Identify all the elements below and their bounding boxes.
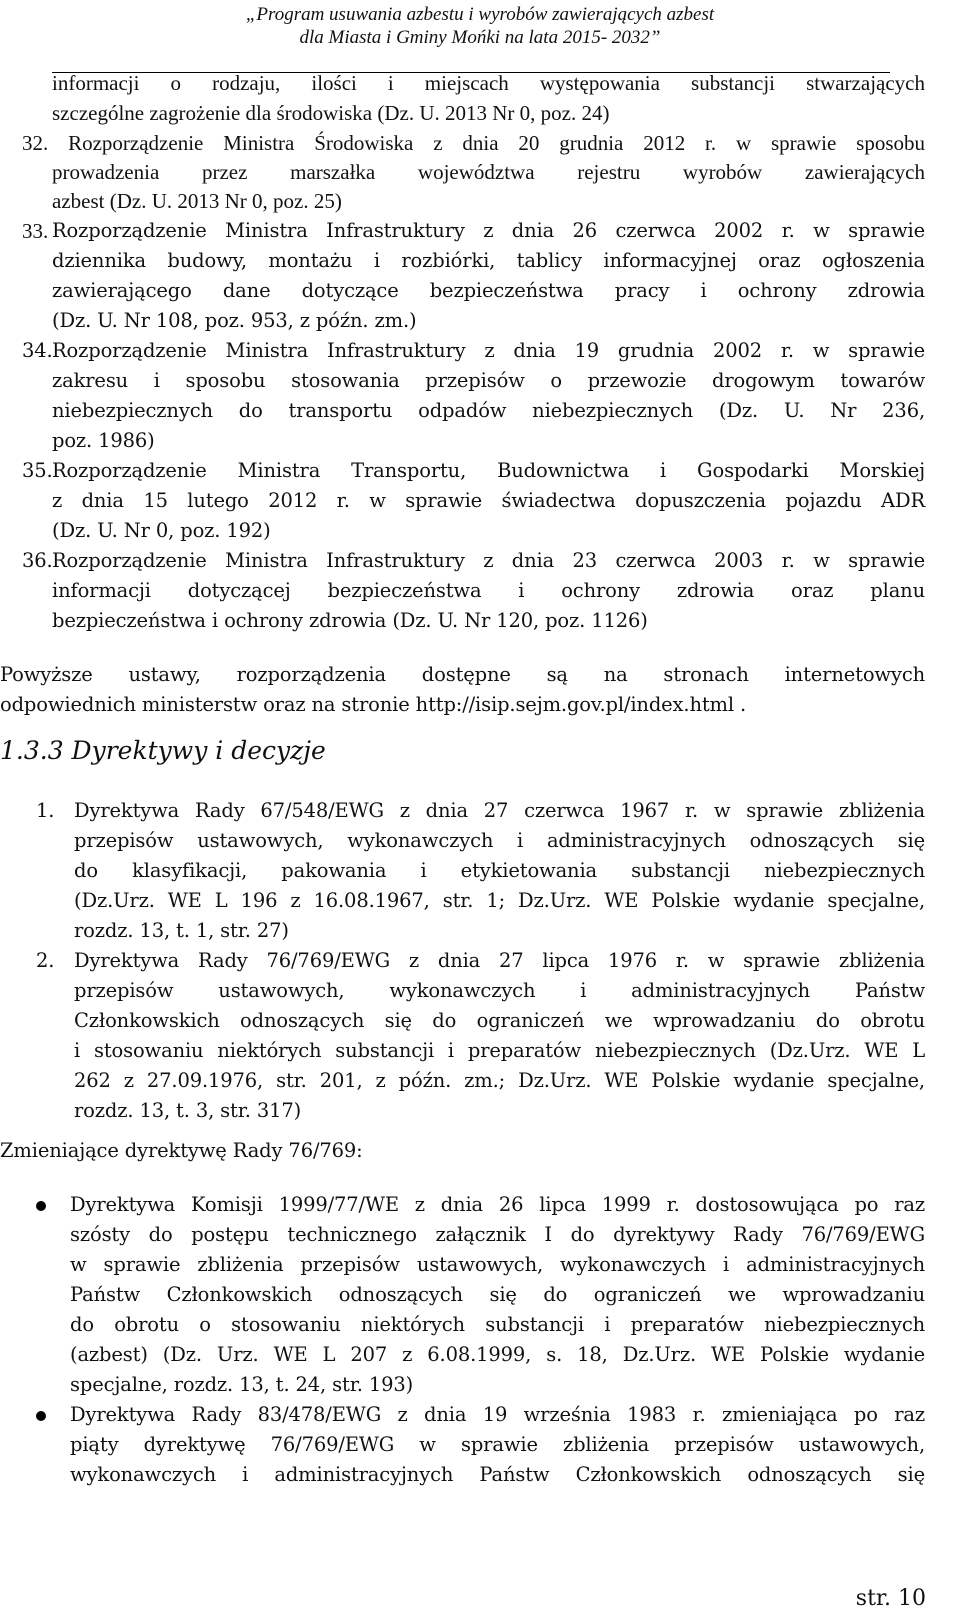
directive-item-2-line: przepisów ustawowych, wykonawczych i administracyjnych Państw bbox=[74, 979, 925, 1002]
directive-item-1: Dyrektywa Rady 67/548/EWG z dnia 27 czerwca 1967 r. w sprawie zbliżenia bbox=[74, 799, 925, 822]
amending-item-1-line: specjalne, rozdz. 13, t. 24, str. 193) bbox=[70, 1373, 414, 1396]
paragraph-line: odpowiednich ministerstw oraz na stronie http://isip.sejm.gov.pl/index.html . bbox=[0, 693, 747, 716]
amending-item-2-line: piąty dyrektywę 76/769/EWG w sprawie zbliżenia przepisów ustawowych, bbox=[70, 1433, 925, 1456]
amending-item-2-line: wykonawczych i administracyjnych Państw Członkowskich odnoszących się bbox=[70, 1463, 925, 1486]
bullet-icon bbox=[36, 1201, 46, 1211]
directive-item-1-line: do klasyfikacji, pakowania i etykietowania substancji niebezpiecznych bbox=[74, 859, 925, 882]
amending-item-1-line: (azbest) (Dz. Urz. WE L 207 z 6.08.1999, s. 18, Dz.Urz. WE Polskie wydanie bbox=[70, 1343, 925, 1366]
list-number-34: 34. bbox=[22, 339, 53, 362]
list-number-36: 36. bbox=[22, 549, 53, 572]
list-number-35: 35. bbox=[22, 459, 53, 482]
section-heading: 1.3.3 Dyrektywy i decyzje bbox=[0, 736, 326, 765]
page-number: str. 10 bbox=[855, 1586, 926, 1611]
list-item-34: Rozporządzenie Ministra Infrastruktury z dnia 19 grudnia 2002 r. w sprawie bbox=[52, 339, 925, 362]
amending-item-1-line: do obrotu o stosowaniu niektórych substancji i preparatów niebezpiecznych bbox=[70, 1313, 925, 1336]
list-number-1: 1. bbox=[36, 799, 55, 822]
list-item-32-line: prowadzenia przez marszałka województwa rejestru wyrobów zawierających bbox=[52, 160, 925, 184]
list-item-35: Rozporządzenie Ministra Transportu, Budownictwa i Gospodarki Morskiej bbox=[52, 459, 925, 482]
amending-item-2: Dyrektywa Rady 83/478/EWG z dnia 19 września 1983 r. zmieniająca po raz bbox=[70, 1403, 925, 1426]
list-item-33-line: (Dz. U. Nr 108, poz. 953, z późn. zm.) bbox=[52, 309, 417, 332]
list-item-34-line: zakresu i sposobu stosowania przepisów o przewozie drogowym towarów bbox=[52, 369, 925, 392]
list-number-2: 2. bbox=[36, 949, 55, 972]
list-item-33-line: dziennika budowy, montażu i rozbiórki, tablicy informacyjnej oraz ogłoszenia bbox=[52, 249, 925, 272]
list-item-continuation-line: szczególne zagrożenie dla środowiska (Dz. U. 2013 Nr 0, poz. 24) bbox=[52, 101, 610, 125]
amending-item-1-line: Państw Członkowskich odnoszących się do ograniczeń we wprowadzaniu bbox=[70, 1283, 925, 1306]
list-item-36: Rozporządzenie Ministra Infrastruktury z dnia 23 czerwca 2003 r. w sprawie bbox=[52, 549, 925, 572]
list-item-34-line: niebezpiecznych do transportu odpadów niebezpiecznych (Dz. U. Nr 236, bbox=[52, 399, 925, 422]
directive-item-2-line: rozdz. 13, t. 3, str. 317) bbox=[74, 1099, 302, 1122]
directive-item-2-line: Członkowskich odnoszących się do ograniczeń we wprowadzaniu do obrotu bbox=[74, 1009, 925, 1032]
list-item-33: Rozporządzenie Ministra Infrastruktury z dnia 26 czerwca 2002 r. w sprawie bbox=[52, 219, 925, 242]
list-item-32-line: azbest (Dz. U. 2013 Nr 0, poz. 25) bbox=[52, 189, 342, 213]
directive-item-2-line: i stosowaniu niektórych substancji i preparatów niebezpiecznych (Dz.Urz. WE L bbox=[74, 1039, 925, 1062]
list-item-36-line: informacji dotyczącej bezpieczeństwa i ochrony zdrowia oraz planu bbox=[52, 579, 925, 602]
amending-intro: Zmieniające dyrektywę Rady 76/769: bbox=[0, 1139, 363, 1162]
directive-item-1-line: rozdz. 13, t. 1, str. 27) bbox=[74, 919, 289, 942]
directive-item-2-line: 262 z 27.09.1976, str. 201, z późn. zm.; Dz.Urz. WE Polskie wydanie specjalne, bbox=[74, 1069, 925, 1092]
directive-item-1-line: (Dz.Urz. WE L 196 z 16.08.1967, str. 1; Dz.Urz. WE Polskie wydanie specjalne, bbox=[74, 889, 925, 912]
list-item-33-line: zawierającego dane dotyczące bezpieczeństwa pracy i ochrony zdrowia bbox=[52, 279, 925, 302]
amending-item-1: Dyrektywa Komisji 1999/77/WE z dnia 26 lipca 1999 r. dostosowująca po raz bbox=[70, 1193, 925, 1216]
list-item-continuation-line: informacji o rodzaju, ilości i miejscach występowania substancji stwarzających bbox=[52, 71, 925, 95]
directive-item-1-line: przepisów ustawowych, wykonawczych i administracyjnych odnoszących się bbox=[74, 829, 925, 852]
amending-item-1-line: w sprawie zbliżenia przepisów ustawowych, wykonawczych i administracyjnych bbox=[70, 1253, 925, 1276]
list-item-35-line: (Dz. U. Nr 0, poz. 192) bbox=[52, 519, 271, 542]
list-item-32: 32. Rozporządzenie Ministra Środowiska z dnia 20 grudnia 2012 r. w sprawie sposobu bbox=[22, 131, 925, 155]
running-header-subtitle: dla Miasta i Gminy Mońki na lata 2015- 2032” bbox=[299, 27, 661, 48]
list-number-33: 33. bbox=[22, 219, 49, 243]
paragraph-line: Powyższe ustawy, rozporządzenia dostępne są na stronach internetowych bbox=[0, 663, 925, 686]
amending-item-1-line: szósty do postępu technicznego załącznik I do dyrektywy Rady 76/769/EWG bbox=[70, 1223, 925, 1246]
list-item-35-line: z dnia 15 lutego 2012 r. w sprawie świadectwa dopuszczenia pojazdu ADR bbox=[52, 489, 925, 512]
bullet-icon bbox=[36, 1411, 46, 1421]
list-item-34-line: poz. 1986) bbox=[52, 429, 155, 452]
list-item-36-line: bezpieczeństwa i ochrony zdrowia (Dz. U. Nr 120, poz. 1126) bbox=[52, 609, 648, 632]
directive-item-2: Dyrektywa Rady 76/769/EWG z dnia 27 lipca 1976 r. w sprawie zbliżenia bbox=[74, 949, 925, 972]
running-header-title: „Program usuwania azbestu i wyrobów zawierających azbest bbox=[245, 4, 715, 25]
